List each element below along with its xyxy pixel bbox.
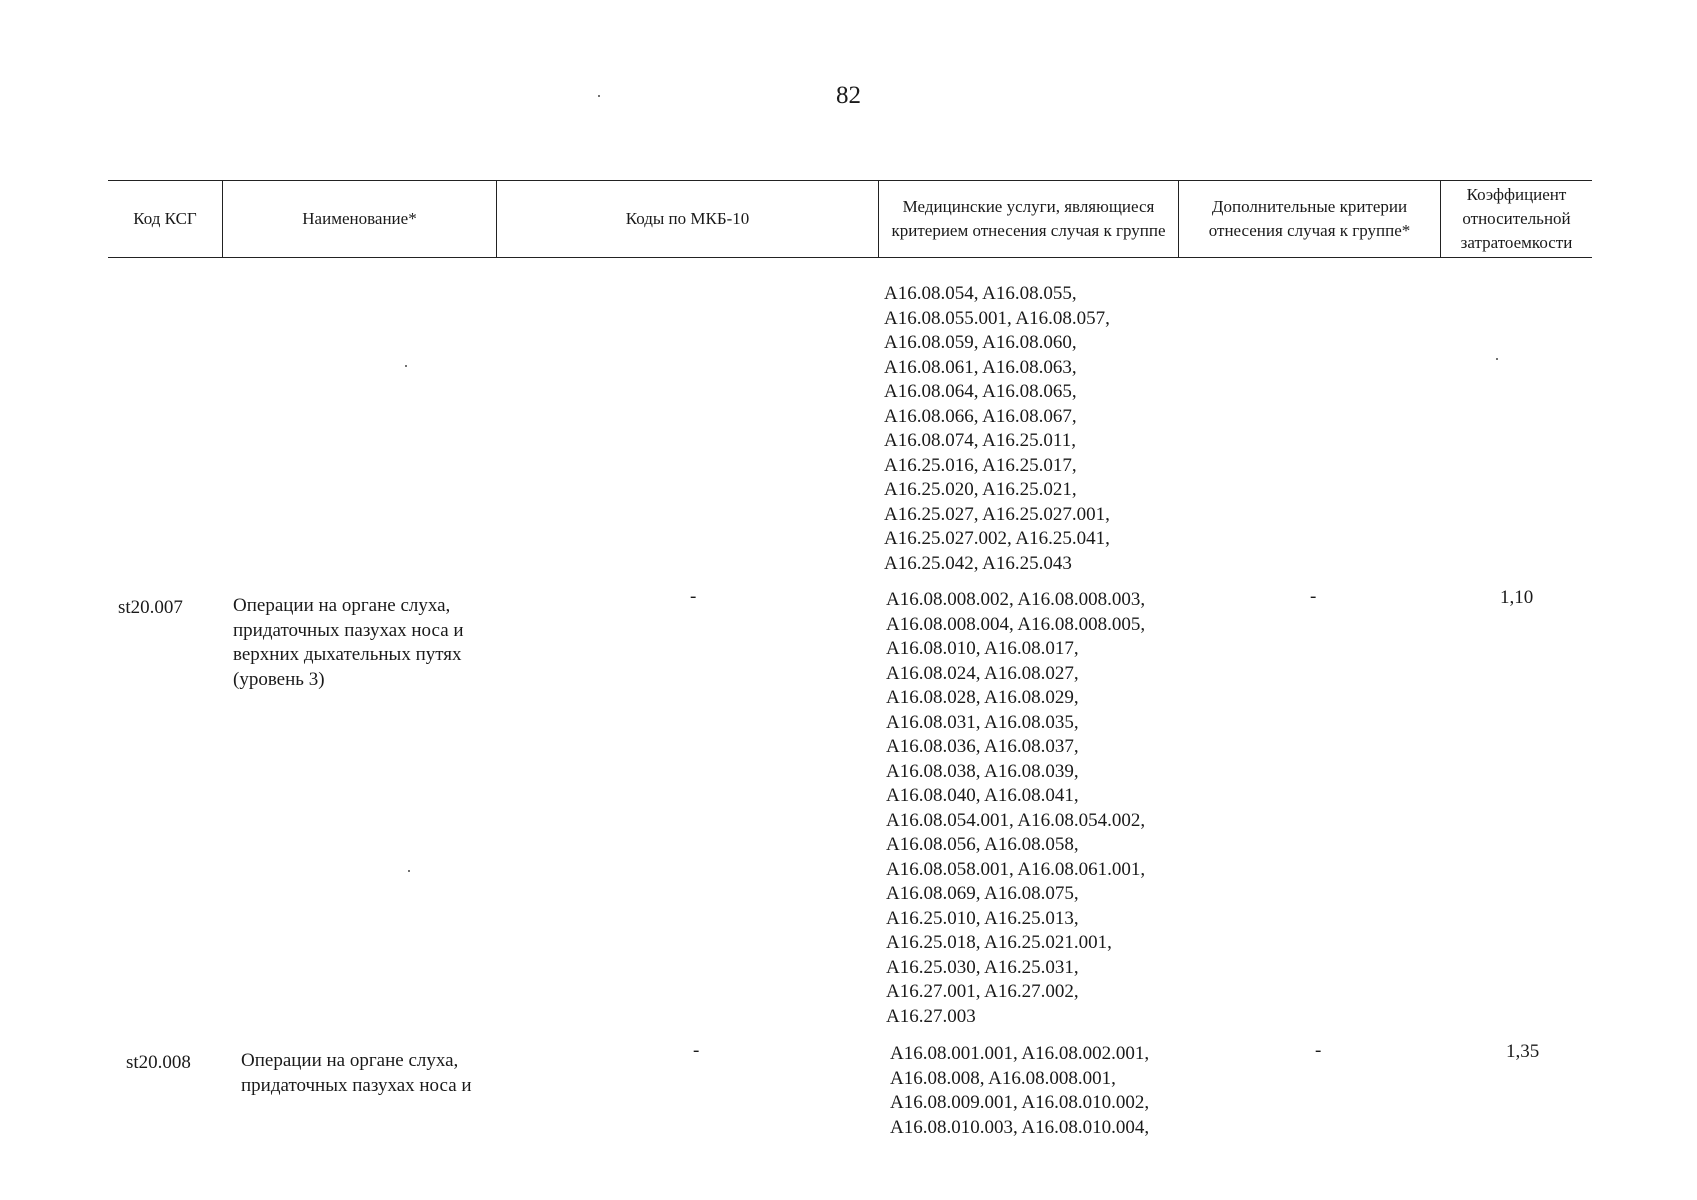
table-header [108, 180, 1592, 258]
service-code-line: A16.25.042, A16.25.043 [884, 552, 1072, 574]
continuation-services [884, 282, 1110, 576]
service-code-line: A16.08.008.004, A16.08.008.005, [886, 613, 1146, 635]
service-code-line: A16.08.059, A16.08.060, [884, 332, 1077, 353]
row-code: st20.007 [118, 597, 183, 618]
service-code-line: A16.08.061, A16.08.063, [884, 356, 1077, 378]
service-code-line: A16.08.038, A16.08.039, [886, 760, 1079, 782]
row-coefficient: 1,35 [1506, 1041, 1540, 1062]
service-code-line: A16.25.027, A16.25.027.001, [884, 503, 1110, 525]
header-services: Медицинские услуги, являющиеся критерием отнесения случая к группе [878, 181, 1178, 257]
service-code-line: A16.08.009.001, A16.08.010.002, [890, 1092, 1150, 1113]
service-code-line: A16.08.055.001, A16.08.057, [884, 307, 1110, 329]
service-code-line: A16.08.010, A16.08.017, [886, 638, 1079, 659]
service-code-line: A16.08.064, A16.08.065, [884, 381, 1077, 402]
row-code: st20.008 [126, 1052, 191, 1073]
service-code-line: A16.08.008, A16.08.008.001, [890, 1067, 1116, 1089]
service-code-line: A16.08.058.001, A16.08.061.001, [886, 858, 1146, 880]
service-code-line: A16.08.001.001, A16.08.002.001, [890, 1043, 1150, 1064]
service-code-line: A16.25.020, A16.25.021, [884, 479, 1077, 500]
scan-speck [405, 365, 407, 367]
header-name: Наименование* [222, 181, 496, 257]
service-code-line: A16.08.010.003, A16.08.010.004, [890, 1116, 1150, 1138]
scan-speck [408, 870, 410, 872]
service-code-line: A16.08.056, A16.08.058, [886, 834, 1079, 855]
row-services [886, 588, 1145, 1029]
service-code-line: A16.25.016, A16.25.017, [884, 454, 1077, 476]
service-code-line: A16.08.066, A16.08.067, [884, 405, 1077, 427]
header-icd: Коды по МКБ-10 [496, 181, 878, 257]
service-code-line: A16.08.069, A16.08.075, [886, 883, 1079, 904]
service-code-line: A16.27.001, A16.27.002, [886, 981, 1079, 1002]
scan-speck [598, 95, 600, 97]
service-code-line: A16.25.030, A16.25.031, [886, 956, 1079, 978]
scan-speck [1496, 358, 1498, 360]
row-name: Операции на органе слуха, придаточных пазухах носа и верхних дыхательных путях (уровень 3) [233, 595, 464, 690]
service-code-line: A16.08.036, A16.08.037, [886, 736, 1079, 757]
header-coefficient: Коэффициент относительной затратоемкости [1440, 181, 1592, 257]
service-code-line: A16.08.054.001, A16.08.054.002, [886, 809, 1146, 831]
service-code-line: A16.25.010, A16.25.013, [886, 907, 1079, 929]
service-code-line: A16.08.008.002, A16.08.008.003, [886, 589, 1146, 610]
service-code-line: A16.08.028, A16.08.029, [886, 687, 1079, 708]
row-icd: - [693, 1040, 700, 1061]
row-coefficient: 1,10 [1500, 587, 1534, 608]
service-code-line: A16.08.054, A16.08.055, [884, 283, 1077, 304]
service-code-line: A16.08.040, A16.08.041, [886, 785, 1079, 806]
row-services [890, 1042, 1149, 1140]
row-name: Операции на органе слуха, придаточных пазухах носа и [241, 1050, 472, 1096]
header-code: Код КСГ [133, 209, 197, 228]
service-code-line: A16.25.018, A16.25.021.001, [886, 932, 1112, 953]
service-code-line: A16.27.003 [886, 1005, 976, 1027]
page-number: 82 [836, 82, 861, 109]
header-extra-criteria: Дополнительные критерии отнесения случая к группе* [1178, 181, 1440, 257]
row-extra-criteria: - [1315, 1040, 1322, 1061]
service-code-line: A16.08.031, A16.08.035, [886, 711, 1079, 733]
row-icd: - [690, 586, 697, 607]
row-extra-criteria: - [1310, 586, 1317, 607]
service-code-line: A16.25.027.002, A16.25.041, [884, 528, 1110, 549]
service-code-line: A16.08.024, A16.08.027, [886, 662, 1079, 684]
service-code-line: A16.08.074, A16.25.011, [884, 430, 1076, 451]
